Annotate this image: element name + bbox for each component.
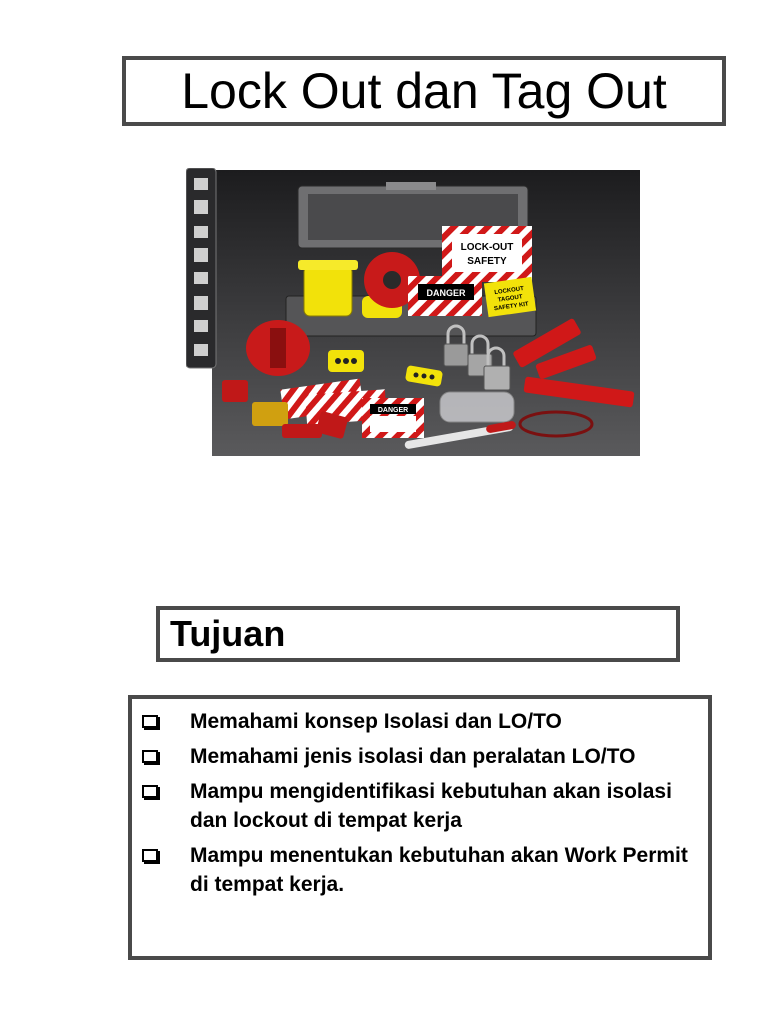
checkbox-bullet-icon	[142, 715, 158, 728]
section-heading-box	[156, 606, 680, 662]
side-panel	[186, 168, 216, 368]
objective-text: Memahami jenis isolasi dan peralatan LO/TO	[190, 745, 636, 768]
svg-text:LOCKOUT: LOCKOUT	[494, 286, 525, 297]
lockout-kit-sign	[484, 277, 536, 317]
list-item	[142, 742, 688, 771]
list-item	[142, 777, 688, 835]
list-item	[142, 841, 688, 899]
page-title: Lock Out dan Tag Out	[181, 63, 667, 119]
list-item	[142, 707, 688, 736]
lockout-kit-photo	[186, 168, 640, 456]
objective-text: Memahami konsep Isolasi dan LO/TO	[190, 710, 562, 733]
objective-text: Mampu mengidentifikasi kebutuhan akan isolasi dan lockout di tempat kerja	[190, 780, 672, 832]
svg-text:SAFETY: SAFETY	[467, 256, 507, 267]
checkbox-bullet-icon	[142, 785, 158, 798]
objectives-list	[128, 695, 712, 960]
svg-text:LOCK-OUT: LOCK-OUT	[460, 242, 514, 253]
title-box	[122, 56, 726, 126]
lockout-safety-sign	[442, 226, 532, 282]
checkbox-bullet-icon	[142, 750, 158, 763]
svg-text:DANGER: DANGER	[426, 288, 466, 298]
checkbox-bullet-icon	[142, 849, 158, 862]
objective-text: Mampu menentukan kebutuhan akan Work Permit di tempat kerja.	[190, 844, 688, 896]
svg-text:TAGOUT: TAGOUT	[497, 294, 524, 304]
section-heading: Tujuan	[170, 613, 286, 654]
red-breaker-lockout	[246, 320, 310, 376]
danger-tag-box	[408, 276, 482, 316]
clear-cylinder-lockout	[440, 392, 514, 422]
svg-text:DANGER: DANGER	[377, 407, 409, 414]
svg-text:SAFETY KIT: SAFETY KIT	[493, 301, 530, 313]
